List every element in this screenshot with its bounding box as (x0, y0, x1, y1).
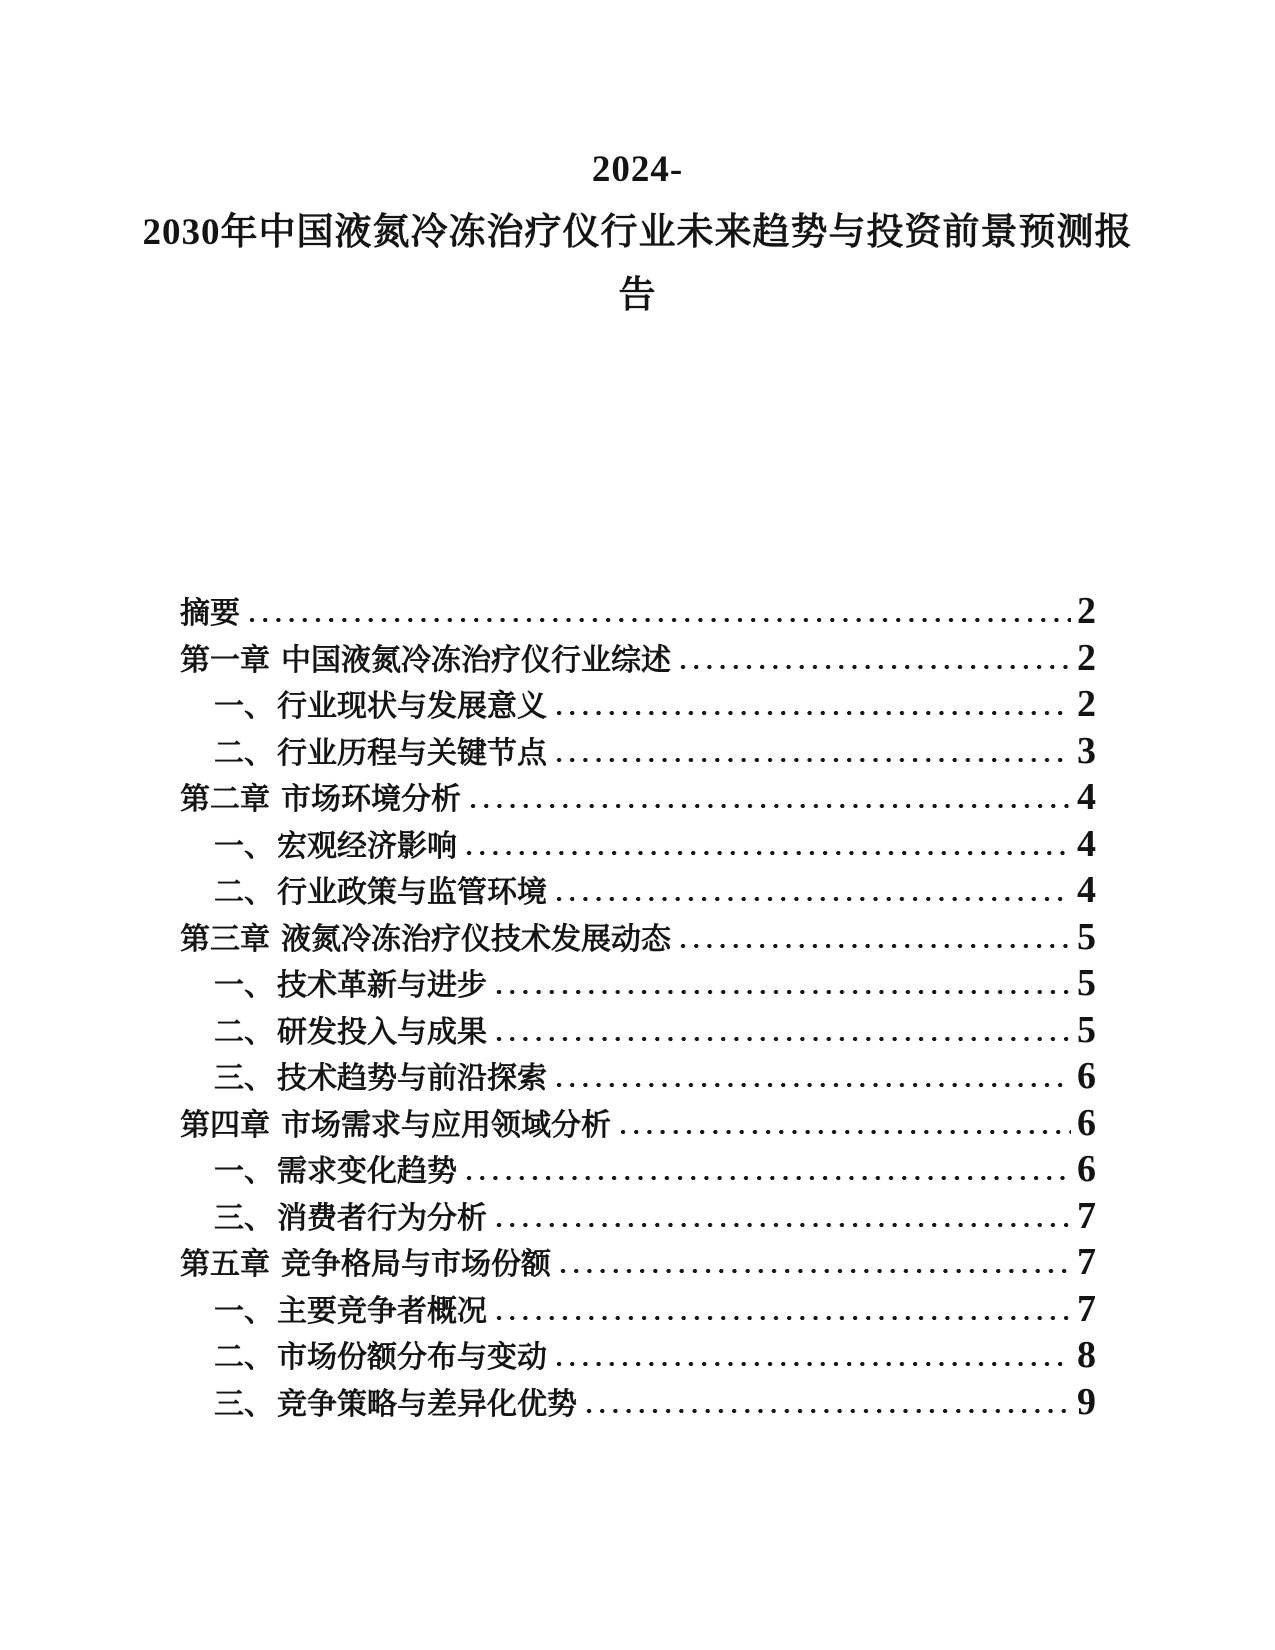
toc-entry[interactable] (180, 635, 1096, 682)
toc-dotted-leader (553, 1082, 1071, 1088)
toc-dotted-leader (677, 664, 1071, 670)
report-title (100, 138, 1175, 327)
toc-entry-label: 行业政策与监管环境 (277, 876, 547, 909)
toc-entry-page-number: 5 (1077, 915, 1096, 958)
report-title-line-1: 2024- (591, 149, 684, 190)
toc-entry-page-number: 6 (1077, 1148, 1096, 1190)
toc-entry-label: 宏观经济影响 (277, 829, 457, 863)
toc-entry-label: 消费者行为分析 (277, 1201, 487, 1235)
toc-entry-number: 一、 (214, 829, 274, 863)
toc-entry-label: 市场份额分布与变动 (277, 1341, 547, 1374)
toc-entry-number: 第四章 (180, 1108, 270, 1142)
toc-dotted-leader (493, 1036, 1071, 1042)
toc-entry-page-number: 7 (1077, 1194, 1096, 1237)
toc-dotted-leader (553, 757, 1071, 763)
toc-entry-page-number: 4 (1077, 869, 1096, 911)
toc-entry-number: 二、 (214, 736, 274, 770)
toc-entry-page-number: 8 (1077, 1334, 1096, 1376)
toc-entry-number: 三、 (214, 1387, 274, 1421)
toc-dotted-leader (553, 710, 1071, 716)
toc-entry-page-number: 5 (1077, 1008, 1096, 1051)
toc-dotted-leader (617, 1129, 1071, 1135)
toc-entry[interactable] (180, 1239, 1096, 1286)
toc-entry[interactable] (180, 1100, 1096, 1147)
toc-entry-number: 三、 (214, 1062, 274, 1095)
toc-entry-number: 第一章 (180, 643, 270, 677)
toc-entry-number: 一、 (214, 1294, 274, 1328)
toc-entry-label: 行业现状与发展意义 (277, 690, 547, 723)
table-of-contents (180, 588, 1096, 1425)
toc-entry[interactable] (180, 1379, 1096, 1426)
toc-entry-page-number: 2 (1077, 590, 1096, 632)
toc-entry-number: 二、 (214, 1341, 274, 1374)
toc-entry[interactable] (180, 1286, 1096, 1333)
toc-dotted-leader (493, 1222, 1071, 1228)
toc-entry[interactable] (180, 728, 1096, 775)
toc-dotted-leader (493, 989, 1071, 995)
report-title-line-3: 告 (618, 275, 657, 316)
toc-entry-number: 第五章 (180, 1248, 270, 1281)
toc-dotted-leader (557, 1268, 1071, 1274)
toc-entry[interactable] (180, 914, 1096, 961)
toc-entry[interactable] (180, 1053, 1096, 1100)
toc-entry-label: 市场需求与应用领域分析 (281, 1108, 611, 1142)
toc-entry-page-number: 9 (1077, 1380, 1096, 1423)
toc-entry-page-number: 4 (1077, 776, 1096, 818)
toc-entry-label: 行业历程与关键节点 (277, 736, 547, 770)
toc-entry-label: 技术趋势与前沿探索 (277, 1062, 547, 1095)
toc-entry[interactable] (180, 1193, 1096, 1240)
toc-dotted-leader (553, 1361, 1071, 1367)
toc-entry-label: 市场环境分析 (281, 783, 461, 816)
toc-entry[interactable] (180, 588, 1096, 635)
toc-entry-number: 一、 (214, 969, 274, 1002)
toc-entry-page-number: 7 (1077, 1287, 1096, 1330)
toc-entry-label: 竞争格局与市场份额 (281, 1248, 551, 1281)
toc-entry-page-number: 4 (1077, 822, 1096, 865)
toc-entry[interactable] (180, 821, 1096, 868)
toc-entry-number: 二、 (214, 1015, 274, 1049)
toc-entry-number: 三、 (214, 1201, 274, 1235)
toc-entry-number: 一、 (214, 690, 274, 723)
toc-entry[interactable] (180, 1007, 1096, 1054)
toc-entry-label: 技术革新与进步 (277, 969, 487, 1002)
toc-entry-label: 摘要 (180, 597, 240, 630)
toc-dotted-leader (583, 1408, 1071, 1414)
toc-entry-label: 研发投入与成果 (277, 1015, 487, 1049)
toc-entry-label: 竞争策略与差异化优势 (277, 1387, 577, 1421)
toc-entry-label: 液氮冷冻治疗仪技术发展动态 (281, 922, 671, 956)
toc-dotted-leader (677, 943, 1071, 949)
toc-entry-page-number: 3 (1077, 729, 1096, 772)
toc-entry-label: 主要竞争者概况 (277, 1294, 487, 1328)
toc-entry-page-number: 2 (1077, 636, 1096, 679)
toc-dotted-leader (463, 1175, 1071, 1181)
toc-entry-number: 一、 (214, 1155, 274, 1188)
toc-entry[interactable] (180, 1332, 1096, 1379)
toc-entry-label: 需求变化趋势 (277, 1155, 457, 1188)
toc-entry-label: 中国液氮冷冻治疗仪行业综述 (281, 643, 671, 677)
toc-entry-page-number: 6 (1077, 1101, 1096, 1144)
toc-entry-page-number: 5 (1077, 962, 1096, 1004)
toc-entry[interactable] (180, 681, 1096, 728)
report-title-line-2: 2030年中国液氮冷冻治疗仪行业未来趋势与投资前景预测报 (142, 212, 1133, 253)
toc-dotted-leader (246, 617, 1071, 623)
toc-entry[interactable] (180, 774, 1096, 821)
toc-dotted-leader (553, 896, 1071, 902)
toc-entry[interactable] (180, 1146, 1096, 1193)
toc-entry-number: 二、 (214, 876, 274, 909)
toc-entry-number: 第二章 (180, 783, 270, 816)
toc-dotted-leader (463, 850, 1071, 856)
toc-entry[interactable] (180, 960, 1096, 1007)
toc-dotted-leader (493, 1315, 1071, 1321)
toc-entry-page-number: 6 (1077, 1055, 1096, 1097)
toc-dotted-leader (467, 803, 1071, 809)
toc-entry-number: 第三章 (180, 922, 270, 956)
toc-entry-page-number: 7 (1077, 1241, 1096, 1283)
toc-entry-page-number: 2 (1077, 683, 1096, 725)
toc-entry[interactable] (180, 867, 1096, 914)
